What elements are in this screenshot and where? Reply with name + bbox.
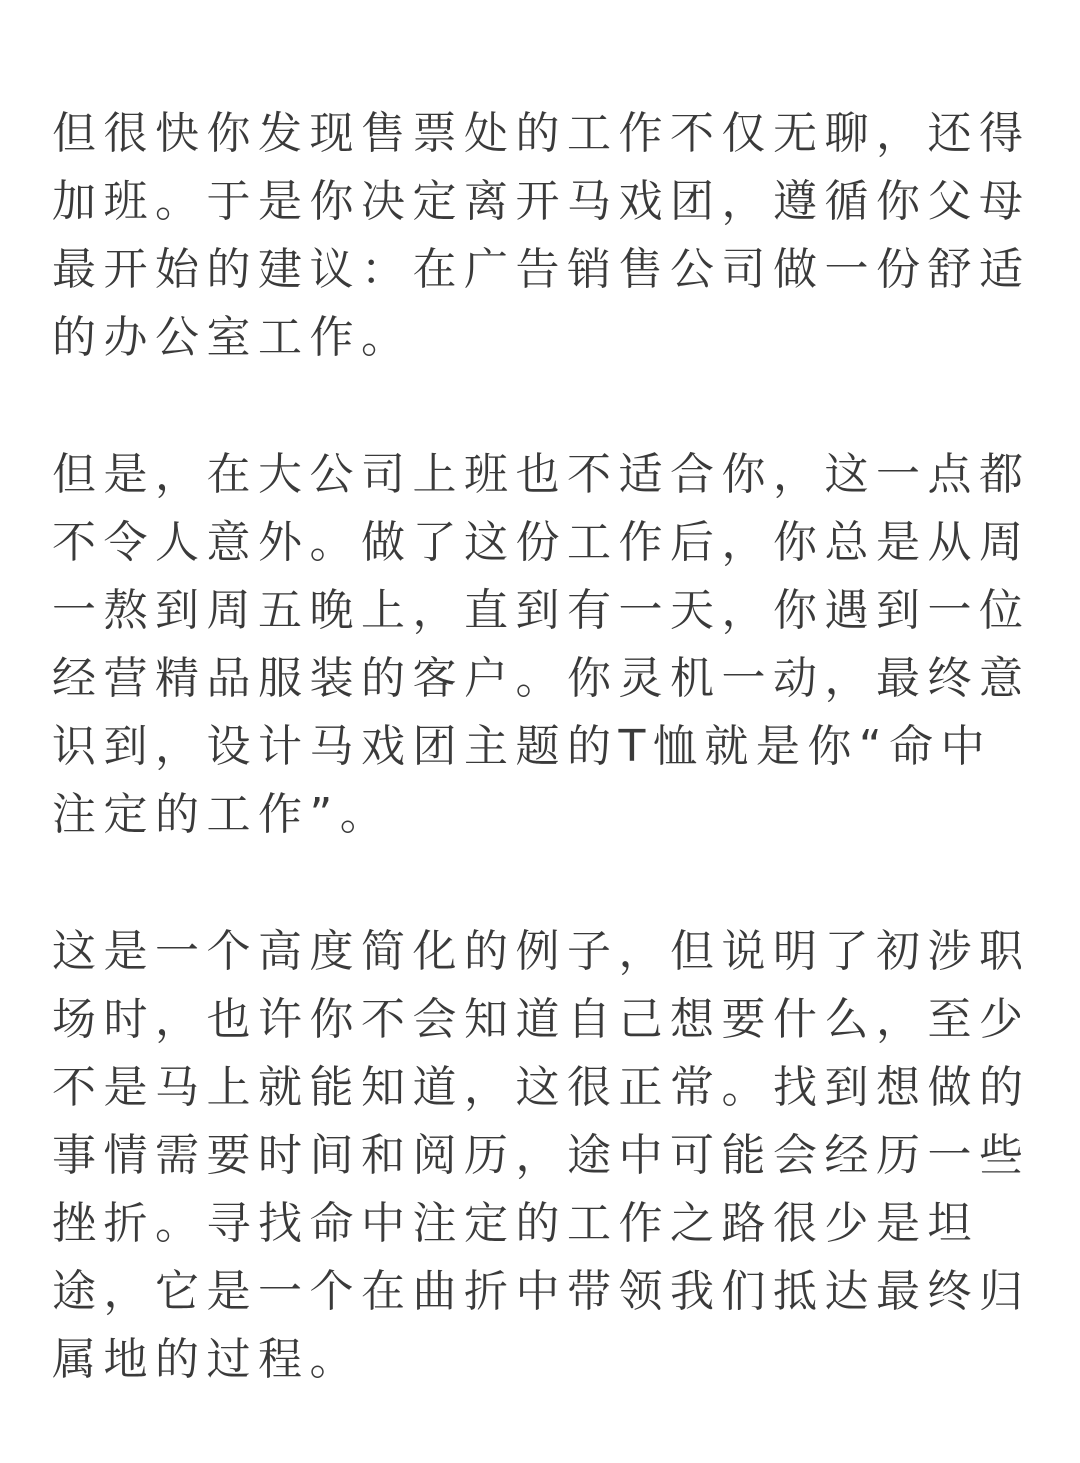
text-line: 识到，设计马戏团主题的T恤就是你“命中 <box>52 721 993 772</box>
text-line: 途，它是一个在曲折中带领我们抵达最终归 <box>52 1266 1031 1317</box>
text-line: 场时，也许你不会知道自己想要什么，至少 <box>52 994 1031 1045</box>
text-line: 事情需要时间和阅历，途中可能会经历一些 <box>52 1130 1031 1181</box>
text-line: 的办公室工作。 <box>52 312 413 363</box>
text-line: 但很快你发现售票处的工作不仅无聊，还得 <box>52 108 1031 159</box>
text-line: 这是一个高度简化的例子，但说明了初涉职 <box>52 926 1031 977</box>
paragraph-2 <box>52 441 1032 849</box>
text-line: 经营精品服装的客户。你灵机一动，最终意 <box>52 653 1031 704</box>
text-line: 不令人意外。做了这份工作后，你总是从周 <box>52 517 1031 568</box>
article-body <box>52 100 1032 1463</box>
text-line: 挫折。寻找命中注定的工作之路很少是坦 <box>52 1198 979 1249</box>
paragraph-3 <box>52 918 1032 1394</box>
text-line: 一熬到周五晚上，直到有一天，你遇到一位 <box>52 585 1031 636</box>
text-line: 不是马上就能知道，这很正常。找到想做的 <box>52 1062 1031 1113</box>
text-line: 注定的工作”。 <box>52 789 392 840</box>
text-line: 但是，在大公司上班也不适合你，这一点都 <box>52 449 1031 500</box>
text-line: 最开始的建议：在广告销售公司做一份舒适 <box>52 244 1031 295</box>
text-line: 属地的过程。 <box>52 1334 361 1385</box>
paragraph-1 <box>52 100 1032 372</box>
text-line: 加班。于是你决定离开马戏团，遵循你父母 <box>52 176 1031 227</box>
